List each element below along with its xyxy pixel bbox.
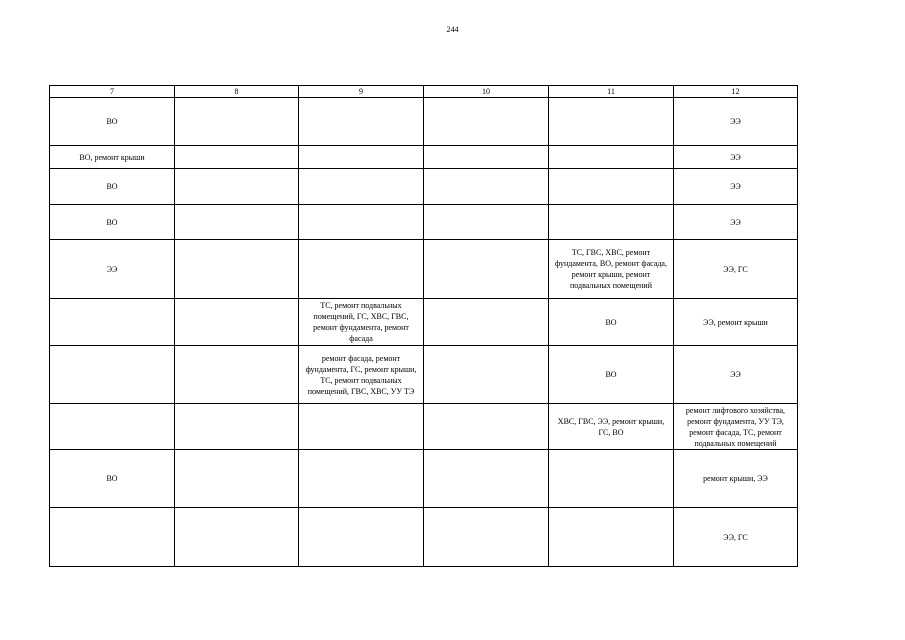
table-cell: ВО <box>50 205 175 240</box>
table-row <box>50 299 798 346</box>
table-cell <box>50 346 175 404</box>
column-header: 9 <box>299 86 424 98</box>
table-row <box>50 146 798 169</box>
table-cell <box>549 146 674 169</box>
table-cell: ЭЭ <box>674 98 798 146</box>
table-cell: ЭЭ <box>674 205 798 240</box>
table-cell <box>299 205 424 240</box>
table-cell: ремонт крыши, ЭЭ <box>674 450 798 508</box>
table-cell <box>175 404 299 450</box>
table-row <box>50 240 798 299</box>
table-cell <box>549 169 674 205</box>
table-cell <box>299 508 424 567</box>
table-cell <box>175 346 299 404</box>
table-cell <box>50 299 175 346</box>
table-cell <box>549 450 674 508</box>
table-cell <box>424 169 549 205</box>
table-cell: ЭЭ <box>50 240 175 299</box>
table-cell <box>424 450 549 508</box>
table-cell <box>175 205 299 240</box>
table-row <box>50 450 798 508</box>
table-cell: ВО <box>549 299 674 346</box>
column-header: 7 <box>50 86 175 98</box>
table-header-row <box>50 86 798 98</box>
table-cell: ЭЭ <box>674 346 798 404</box>
table-cell: ремонт лифтового хозяйства, ремонт фундамента, УУ ТЭ, ремонт фасада, ТС, ремонт подвальных помещений <box>674 404 798 450</box>
table-row <box>50 404 798 450</box>
table-cell: ВО <box>50 450 175 508</box>
works-table <box>49 85 798 567</box>
table-cell: ВО, ремонт крыши <box>50 146 175 169</box>
table-cell: ХВС, ГВС, ЭЭ, ремонт крыши, ГС, ВО <box>549 404 674 450</box>
table-cell: ЭЭ, ГС <box>674 240 798 299</box>
table-cell: ВО <box>50 98 175 146</box>
table-cell <box>299 146 424 169</box>
table-cell <box>424 98 549 146</box>
table-row <box>50 508 798 567</box>
table-cell: ВО <box>50 169 175 205</box>
table-cell <box>549 98 674 146</box>
table-cell <box>424 299 549 346</box>
column-header: 8 <box>175 86 299 98</box>
table-cell: ЭЭ, ГС <box>674 508 798 567</box>
table-cell: ТС, ремонт подвальных помещений, ГС, ХВС, ГВС, ремонт фундамента, ремонт фасада <box>299 299 424 346</box>
table-cell <box>175 98 299 146</box>
table-cell <box>299 404 424 450</box>
table-cell: ВО <box>549 346 674 404</box>
table-cell <box>424 346 549 404</box>
table-cell: ЭЭ <box>674 146 798 169</box>
table-cell: ЭЭ, ремонт крыши <box>674 299 798 346</box>
table-cell <box>50 508 175 567</box>
table-row <box>50 205 798 240</box>
table-cell <box>424 508 549 567</box>
table-cell <box>175 169 299 205</box>
table-cell <box>549 205 674 240</box>
table-cell <box>424 240 549 299</box>
table-cell: ТС, ГВС, ХВС, ремонт фундамента, ВО, ремонт фасада, ремонт крыши, ремонт подвальных помещений <box>549 240 674 299</box>
table-cell: ремонт фасада, ремонт фундамента, ГС, ремонт крыши, ТС, ремонт подвальных помещений, ГВС, ХВС, УУ ТЭ <box>299 346 424 404</box>
page-number: 244 <box>446 25 459 34</box>
table-cell: ЭЭ <box>674 169 798 205</box>
table-cell <box>299 98 424 146</box>
table-cell <box>175 299 299 346</box>
table-cell <box>175 146 299 169</box>
table-cell <box>299 450 424 508</box>
table-cell <box>424 205 549 240</box>
column-header: 12 <box>674 86 798 98</box>
column-header: 11 <box>549 86 674 98</box>
table-cell <box>299 169 424 205</box>
table-cell <box>299 240 424 299</box>
table-row <box>50 169 798 205</box>
table-row <box>50 346 798 404</box>
table-cell <box>424 146 549 169</box>
table-cell <box>424 404 549 450</box>
table-row <box>50 98 798 146</box>
table-cell <box>549 508 674 567</box>
table-cell <box>50 404 175 450</box>
table-cell <box>175 240 299 299</box>
table-cell <box>175 508 299 567</box>
column-header: 10 <box>424 86 549 98</box>
table-cell <box>175 450 299 508</box>
